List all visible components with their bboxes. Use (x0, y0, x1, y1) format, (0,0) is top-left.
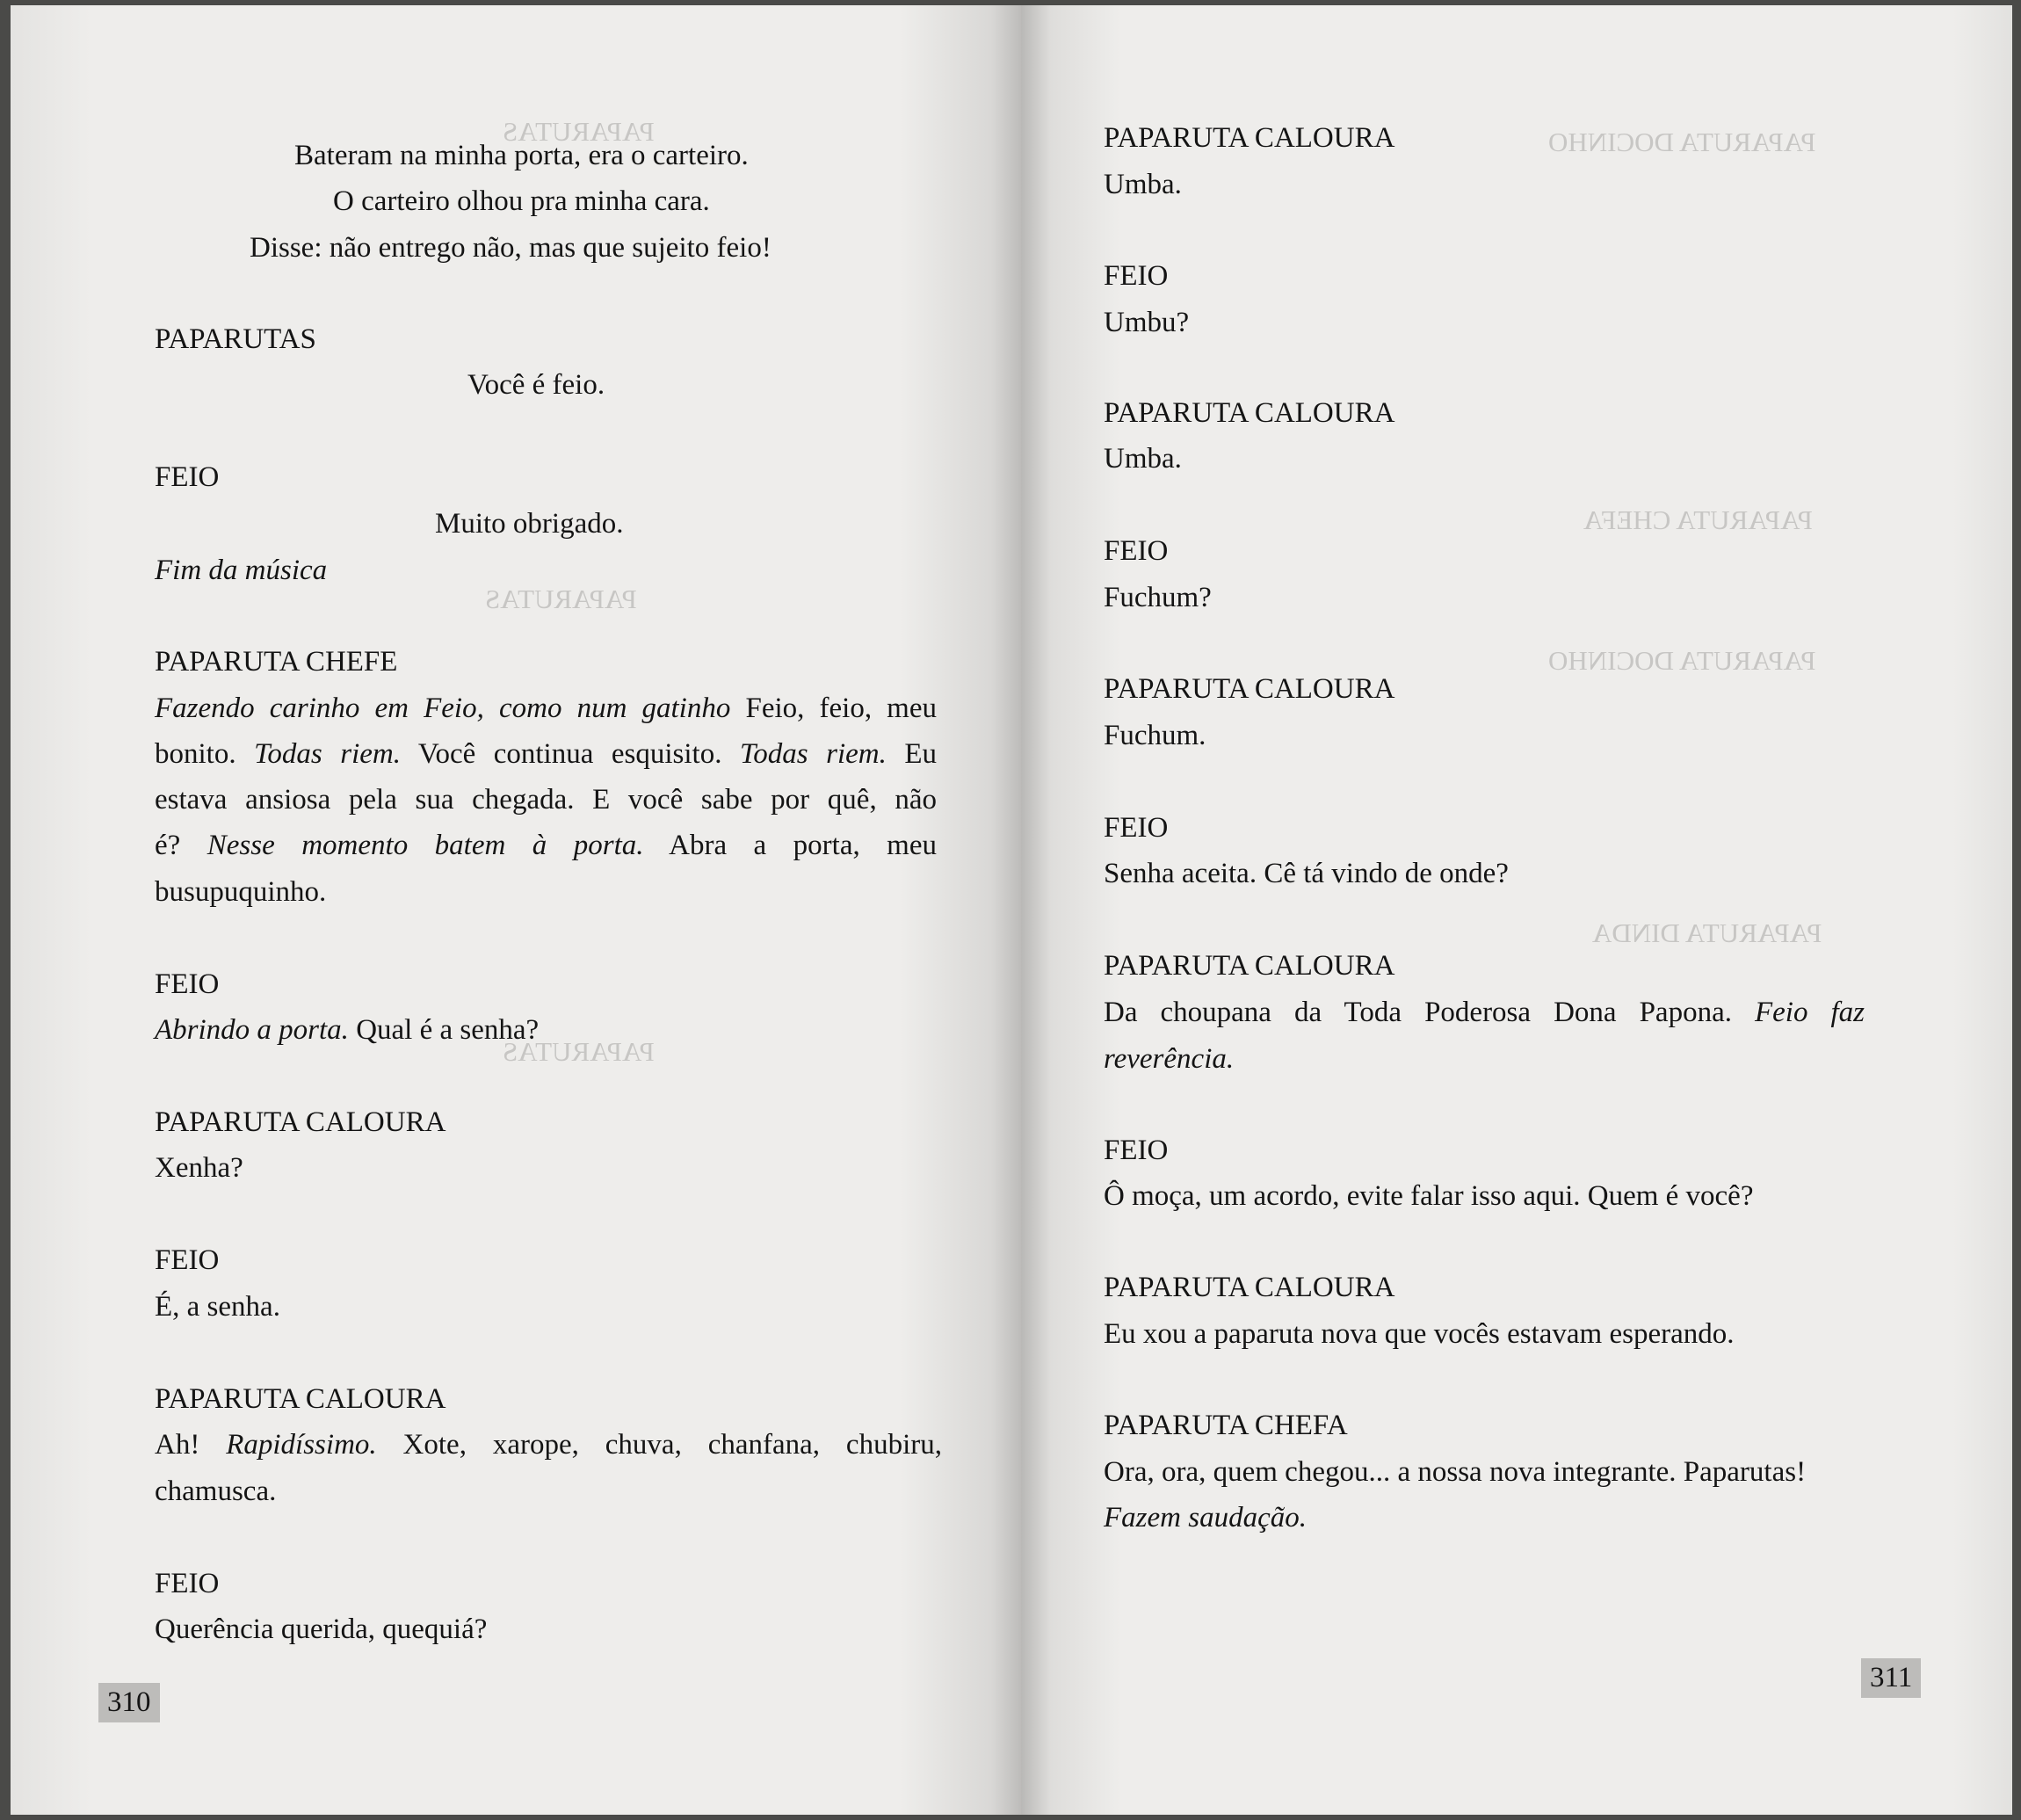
stage-direction: Fim da música (155, 555, 328, 586)
dialogue-text: Da choupana da Toda Poderosa Dona Papona. (1104, 997, 1755, 1028)
dialogue-line: Fuchum? (1104, 582, 1212, 613)
speaker-name: PAPARUTA CALOURA (1104, 950, 1395, 982)
speaker-name: FEIO (1104, 260, 1169, 292)
dialogue-text: Feio, feio, meu (730, 692, 937, 724)
song-line: Bateram na minha porta, era o carteiro. (294, 140, 749, 171)
show-through-text: PAPARUTAS (485, 584, 637, 614)
dialogue-text: Você continua esquisito. (400, 738, 740, 770)
dialogue-line: Muito obrigado. (435, 508, 624, 540)
dialogue-line: chamusca. (155, 1476, 277, 1507)
show-through-text: PAPARUTAS (503, 116, 655, 147)
dialogue-text: bonito. (155, 738, 255, 770)
dialogue-line: Umbu? (1104, 307, 1190, 338)
dialogue-line (1104, 998, 1865, 1027)
dialogue-line: Senha aceita. Cê tá vindo de onde? (1104, 858, 1509, 889)
dialogue-text: Xote, xarope, chuva, chanfana, chubiru, (376, 1429, 942, 1461)
dialogue-line: Ô moça, um acordo, evite falar isso aqui. Quem é você? (1104, 1180, 1754, 1212)
song-line: Disse: não entrego não, mas que sujeito feio! (250, 232, 771, 264)
speaker-name: PAPARUTA CALOURA (1104, 397, 1395, 429)
dialogue-text: Eu (886, 738, 938, 770)
stage-direction: Todas riem. (254, 738, 401, 770)
page-number: 310 (98, 1683, 160, 1722)
dialogue-line: Umba. (1104, 443, 1182, 475)
dialogue-text: Abra a porta, meu (643, 830, 937, 861)
speaker-name: PAPARUTA CHEFA (1104, 1410, 1348, 1441)
show-through-text: PAPARUTA CHEFA (1583, 504, 1813, 535)
dialogue-line: busupuquinho. (155, 876, 327, 908)
show-through-text: PAPARUTA DINDA (1592, 917, 1822, 948)
page-number: 311 (1861, 1658, 1921, 1698)
stage-direction: Nesse momento batem à porta. (206, 830, 644, 861)
speaker-name: FEIO (1104, 535, 1169, 567)
dialogue-line (155, 831, 937, 860)
stage-direction: Abrindo a porta. (155, 1014, 349, 1046)
dialogue-line (155, 740, 937, 769)
stage-direction: Fazem saudação. (1104, 1502, 1307, 1534)
speaker-name: PAPARUTA CALOURA (155, 1383, 446, 1415)
dialogue-line (155, 1016, 539, 1045)
dialogue-line: É, a senha. (155, 1291, 280, 1323)
dialogue-text: Qual é a senha? (348, 1014, 540, 1046)
show-through-text: PAPARUTAS (503, 1036, 655, 1067)
dialogue-line: Querência querida, quequiá? (155, 1613, 488, 1645)
dialogue-line: Umba. (1104, 169, 1182, 200)
speaker-name: PAPARUTA CALOURA (1104, 1272, 1395, 1303)
dialogue-text: é? (155, 830, 207, 861)
show-through-text: PAPARUTA DOCINHO (1548, 127, 1816, 157)
dialogue-line: Xenha? (155, 1152, 243, 1184)
dialogue-text: Ah! (155, 1429, 227, 1461)
stage-direction: Rapidíssimo. (226, 1429, 377, 1461)
song-line: O carteiro olhou pra minha cara. (333, 185, 710, 217)
left-page (11, 5, 1021, 1815)
speaker-name: PAPARUTA CALOURA (155, 1106, 446, 1138)
stage-direction: Fazendo carinho em Feio, como num gatinho (155, 692, 731, 724)
dialogue-line: estava ansiosa pela sua chegada. E você sabe por quê, não (155, 784, 937, 816)
dialogue-line: Eu xou a paparuta nova que vocês estavam esperando. (1104, 1318, 1735, 1350)
dialogue-line (155, 694, 937, 723)
speaker-name: FEIO (155, 1244, 220, 1276)
speaker-name: FEIO (1104, 812, 1169, 844)
speaker-name: FEIO (1104, 1135, 1169, 1166)
speaker-name: PAPARUTA CALOURA (1104, 673, 1395, 705)
dialogue-line (155, 1431, 942, 1460)
stage-direction: reverência. (1104, 1043, 1235, 1075)
show-through-text: PAPARUTA DOCINHO (1548, 645, 1816, 676)
right-page (1021, 5, 2012, 1815)
dialogue-line: Você é feio. (467, 369, 605, 401)
speaker-name: PAPARUTA CHEFE (155, 646, 398, 678)
stage-direction: Todas riem. (739, 738, 887, 770)
speaker-name: FEIO (155, 968, 220, 1000)
stage-direction: Feio faz (1755, 997, 1865, 1028)
dialogue-line: Fuchum. (1104, 720, 1206, 751)
speaker-name: FEIO (155, 461, 220, 493)
speaker-name: PAPARUTAS (155, 323, 316, 355)
speaker-name: FEIO (155, 1568, 220, 1599)
dialogue-line: Ora, ora, quem chegou... a nossa nova integrante. Paparutas! (1104, 1456, 1807, 1488)
speaker-name: PAPARUTA CALOURA (1104, 122, 1395, 154)
